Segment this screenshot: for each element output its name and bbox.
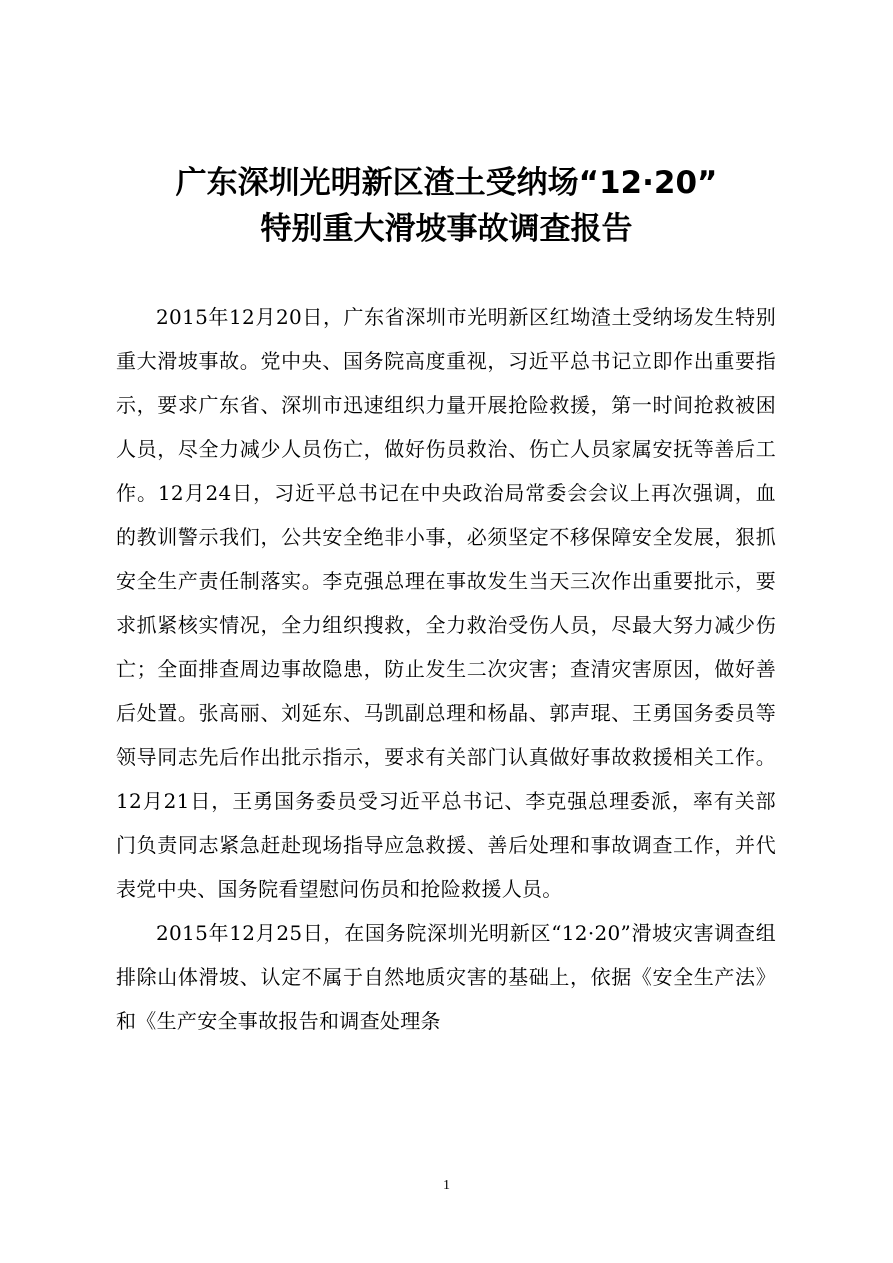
page-number: 1 [443, 1178, 450, 1193]
paragraph: 2015年12月25日，在国务院深圳光明新区“12·20”滑坡灾害调查组排除山体滑坡、认定不属于自然地质灾害的基础上，依据《安全生产法》和《生产安全事故报告和调查处理条 [116, 921, 776, 1033]
document-title-line-2: 特别重大滑坡事故调查报告 [260, 211, 633, 247]
document-title-line-1: 广东深圳光明新区渣土受纳场“12·20” [175, 165, 718, 201]
document-body [116, 295, 776, 1043]
paragraph: 2015年12月20日，广东省深圳市光明新区红坳渣土受纳场发生特别重大滑坡事故。党中央、国务院高度重视，习近平总书记立即作出重要指示，要求广东省、深圳市迅速组织力量开展抢险救援，第一时间抢救被困人员，尽全力减少人员伤亡，做好伤员救治、伤亡人员家属安抚等善后工作。12月24日，习近平总书记在中央政治局常委会会议上再次强调，血的教训警示我们，公共安全绝非小事，必须坚定不移保障安全发展，狠抓安全生产责任制落实。李克强总理在事故发生当天三次作出重要批示，要求抓紧核实情况，全力组织搜救，全力救治受伤人员，尽最大努力减少伤亡；全面排查周边事故隐患，防止发生二次灾害；查清灾害原因，做好善后处置。张高丽、刘延东、马凯副总理和杨晶、郭声琨、王勇国务委员等领导同志先后作出批示指示，要求有关部门认真做好事故救援相关工作。12月21日，王勇国务委员受习近平总书记、李克强总理委派，率有关部门负责同志紧急赶赴现场指导应急救援、善后处理和事故调查工作，并代表党中央、国务院看望慰问伤员和抢险救援人员。 [116, 305, 776, 901]
